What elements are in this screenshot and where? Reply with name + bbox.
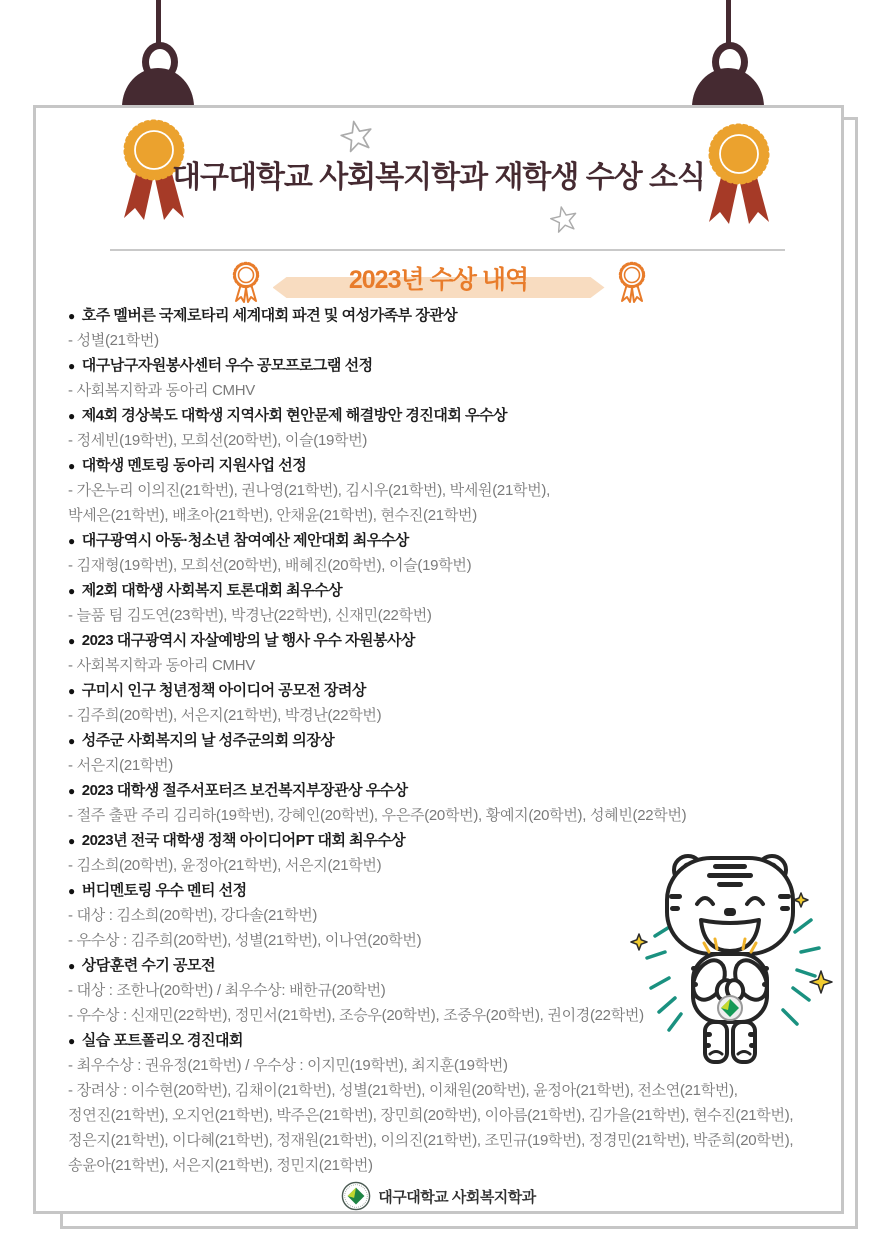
award-detail-row: - 사회복지학과 동아리 CMHV <box>68 382 255 399</box>
award-title-row <box>68 453 808 478</box>
bullet-icon: ● <box>68 409 75 423</box>
award-title-row <box>68 678 808 703</box>
award-title: 버디멘토링 우수 멘티 선정 <box>81 882 247 899</box>
divider-line <box>110 249 785 251</box>
award-detail-row: - 김주희(20학번), 서은지(21학번), 박경난(22학번) <box>68 707 382 724</box>
section-title: 2023년 수상 내역 <box>348 266 529 294</box>
award-detail-row: - 장려상 : 이수현(20학번), 김채이(21학번), 성별(21학번), 이채원(20학번), 윤정아(21학번), 전소연(21학번), <box>68 1082 738 1099</box>
mini-medal-outline-icon <box>229 260 263 306</box>
footer <box>33 1181 844 1211</box>
award-detail-row: - 사회복지학과 동아리 CMHV <box>68 657 255 674</box>
award-title-row <box>68 303 808 328</box>
award-title-row <box>68 778 808 803</box>
award-detail-row: - 성별(21학번) <box>68 332 159 349</box>
award-detail-row: - 서은지(21학번) <box>68 757 173 774</box>
bullet-icon: ● <box>68 634 75 648</box>
bullet-icon: ● <box>68 684 75 698</box>
award-title: 상담훈련 수기 공모전 <box>81 957 215 974</box>
tiger-mascot-illustration <box>625 840 840 1075</box>
bullet-icon: ● <box>68 534 75 548</box>
page-title: 대구대학교 사회복지학과 재학생 수상 소식 <box>172 161 705 194</box>
award-detail-row: - 가온누리 이의진(21학번), 권나영(21학번), 김시우(21학번), 박세원(21학번), <box>68 482 550 499</box>
bullet-icon: ● <box>68 834 75 848</box>
award-title-row <box>68 628 808 653</box>
award-detail-row: 송윤아(21학번), 서은지(21학번), 정민지(21학번) <box>68 1157 373 1174</box>
award-detail-row: - 절주 출판 주리 김리하(19학번), 강혜인(20학번), 우은주(20학번), 황예지(20학번), 성혜빈(22학번) <box>68 807 687 824</box>
award-detail-row: - 우수상 : 김주희(20학번), 성별(21학번), 이나연(20학번) <box>68 932 422 949</box>
bullet-icon: ● <box>68 784 75 798</box>
award-detail-row: - 대상 : 조한나(20학번) / 최우수상: 배한규(20학번) <box>68 982 386 999</box>
award-detail-row: - 늘품 팀 김도연(23학번), 박경난(22학번), 신재민(22학번) <box>68 607 432 624</box>
section-header <box>33 260 844 306</box>
award-title: 2023년 전국 대학생 정책 아이디어PT 대회 최우수상 <box>81 832 406 849</box>
award-detail-row: - 대상 : 김소희(20학번), 강다솔(21학번) <box>68 907 318 924</box>
footer-label: 대구대학교 사회복지학과 <box>378 1188 536 1206</box>
bullet-icon: ● <box>68 734 75 748</box>
award-detail-row: - 우수상 : 신재민(22학번), 정민서(21학번), 조승우(20학번), 조중우(20학번), 권이경(22학번) <box>68 1007 644 1024</box>
bullet-icon: ● <box>68 884 75 898</box>
award-title: 제2회 대학생 사회복지 토론대회 최우수상 <box>81 582 343 599</box>
award-detail-row: - 최우수상 : 권유정(21학번) / 우수상 : 이지민(19학번), 최지훈(19학번) <box>68 1057 508 1074</box>
award-title-row <box>68 578 808 603</box>
award-title-row <box>68 728 808 753</box>
award-title: 2023 대학생 절주서포터즈 보건복지부장관상 우수상 <box>81 782 408 799</box>
award-title-row <box>68 353 808 378</box>
bullet-icon: ● <box>68 959 75 973</box>
award-title: 제4회 경상북도 대학생 지역사회 현안문제 해결방안 경진대회 우수상 <box>81 407 507 424</box>
award-detail-row: 정연진(21학번), 오지언(21학번), 박주은(21학번), 장민희(20학번), 이아름(21학번), 김가을(21학번), 현수진(21학번), <box>68 1107 794 1124</box>
hanging-pin-right <box>688 0 768 114</box>
award-title-row <box>68 403 808 428</box>
bullet-icon: ● <box>68 309 75 323</box>
hanging-pin-left <box>118 0 198 114</box>
section-title-band <box>273 260 605 306</box>
award-title-row <box>68 528 808 553</box>
bullet-icon: ● <box>68 359 75 373</box>
award-title: 성주군 사회복지의 날 성주군의회 의장상 <box>81 732 335 749</box>
award-title: 2023 대구광역시 자살예방의 날 행사 우수 자원봉사상 <box>81 632 415 649</box>
bullet-icon: ● <box>68 584 75 598</box>
award-title: 호주 멜버른 국제로타리 세계대회 파견 및 여성가족부 장관상 <box>81 307 458 324</box>
award-title: 구미시 인구 청년정책 아이디어 공모전 장려상 <box>81 682 366 699</box>
bullet-icon: ● <box>68 1034 75 1048</box>
bullet-icon: ● <box>68 459 75 473</box>
award-title: 실습 포트폴리오 경진대회 <box>81 1032 243 1049</box>
award-title: 대학생 멘토링 동아리 지원사업 선정 <box>81 457 307 474</box>
star-outline-icon <box>545 201 583 239</box>
award-detail-row: 박세은(21학번), 배초아(21학번), 안채윤(21학번), 현수진(21학번) <box>68 507 477 524</box>
mini-medal-outline-icon <box>615 260 649 306</box>
award-detail-row: - 정세빈(19학번), 모희선(20학번), 이슬(19학번) <box>68 432 368 449</box>
award-title: 대구광역시 아동·청소년 참여예산 제안대회 최우수상 <box>81 532 409 549</box>
award-detail-row: - 김소희(20학번), 윤정아(21학번), 서은지(21학번) <box>68 857 382 874</box>
award-detail-row: 정은지(21학번), 이다혜(21학번), 정재원(21학번), 이의진(21학번), 조민규(19학번), 정경민(21학번), 박준희(20학번), <box>68 1132 794 1149</box>
award-title: 대구남구자원봉사센터 우수 공모프로그램 선정 <box>81 357 373 374</box>
award-detail-row: - 김재형(19학번), 모희선(20학번), 배혜진(20학번), 이슬(19학번) <box>68 557 472 574</box>
university-logo-icon <box>341 1181 371 1211</box>
